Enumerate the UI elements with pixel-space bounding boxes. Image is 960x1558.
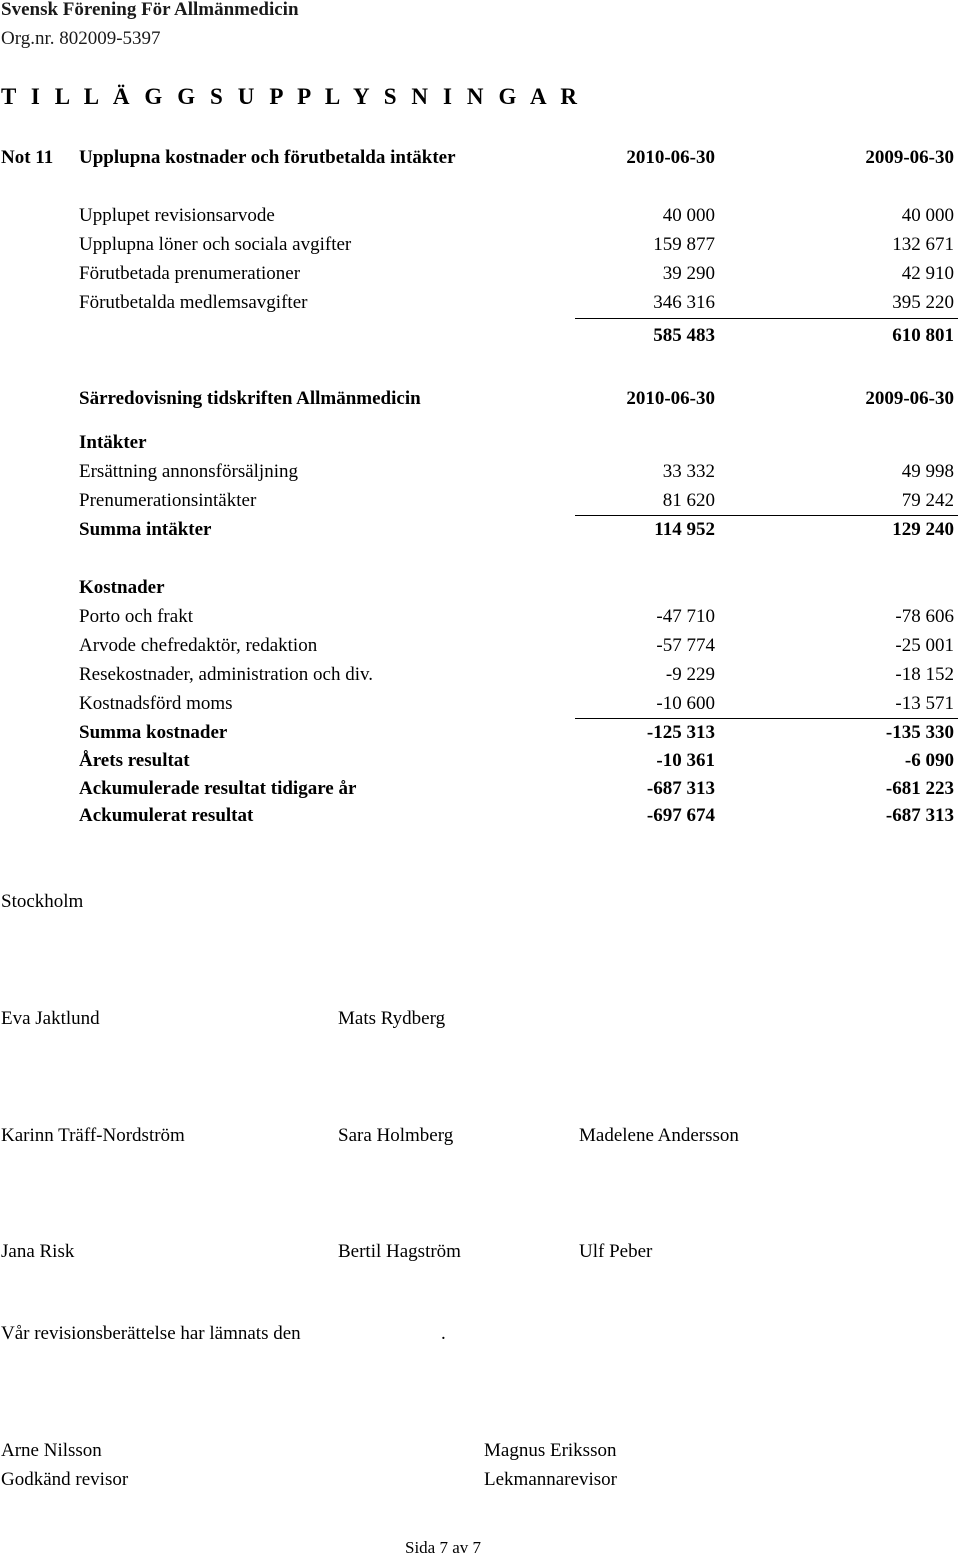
journal-col-2010-header: 2010-06-30 (626, 388, 715, 409)
value-2009: -681 223 (885, 778, 954, 799)
auditor-name: Magnus Eriksson (484, 1440, 617, 1461)
audit-statement: Vår revisionsberättelse har lämnats den (1, 1323, 301, 1344)
signatory-name: Karinn Träff-Nordström (1, 1125, 185, 1146)
row-label: Förutbetada prenumerationer (79, 263, 301, 284)
income-heading: Intäkter (79, 432, 147, 453)
row-label: Förutbetalda medlemsavgifter (79, 292, 308, 313)
value-2009: 132 671 (892, 234, 954, 255)
sum-rule (575, 318, 958, 319)
value-2010: 39 290 (662, 263, 715, 284)
value-2009: 40 000 (901, 205, 954, 226)
value-2010: -47 710 (656, 606, 715, 627)
value-2009: -78 606 (895, 606, 954, 627)
row-label: Ersättning annonsförsäljning (79, 461, 298, 482)
row-label: Prenumerationsintäkter (79, 490, 257, 511)
value-2009: -687 313 (885, 805, 954, 826)
value-2009: -135 330 (885, 722, 954, 743)
value-2009: 42 910 (901, 263, 954, 284)
sum-rule (575, 515, 958, 516)
signatory-name: Madelene Andersson (579, 1125, 739, 1146)
note-label: Not 11 (1, 147, 54, 168)
row-label: Summa intäkter (79, 519, 212, 540)
signatory-name: Ulf Peber (579, 1241, 653, 1262)
signing-place: Stockholm (1, 891, 84, 912)
value-2010: -697 674 (646, 805, 715, 826)
section-title: T I L L Ä G G S U P P L Y S N I N G A R (1, 84, 582, 109)
row-label: Ackumulerade resultat tidigare år (79, 778, 357, 799)
organization-number: Org.nr. 802009-5397 (1, 28, 161, 49)
note-total-2009: 610 801 (892, 325, 954, 346)
row-label: Arvode chefredaktör, redaktion (79, 635, 318, 656)
journal-title: Särredovisning tidskriften Allmänmedicin (79, 388, 421, 409)
value-2010: -9 229 (665, 664, 715, 685)
row-label: Porto och frakt (79, 606, 193, 627)
sum-rule (575, 718, 958, 719)
value-2010: 159 877 (653, 234, 715, 255)
value-2010: 346 316 (653, 292, 715, 313)
audit-date-period: . (441, 1323, 446, 1344)
auditor-title: Godkänd revisor (1, 1469, 129, 1490)
organization-name: Svensk Förening För Allmänmedicin (1, 0, 299, 20)
row-label: Upplupna löner och sociala avgifter (79, 234, 352, 255)
signatory-name: Mats Rydberg (338, 1008, 446, 1029)
signatory-name: Eva Jaktlund (1, 1008, 100, 1029)
note-col-2009-header: 2009-06-30 (865, 147, 954, 168)
note-col-2010-header: 2010-06-30 (626, 147, 715, 168)
value-2010: 81 620 (662, 490, 715, 511)
row-label: Resekostnader, administration och div. (79, 664, 374, 685)
value-2010: -10 361 (656, 750, 715, 771)
value-2010: -57 774 (656, 635, 715, 656)
row-label: Årets resultat (79, 750, 190, 771)
row-label: Upplupet revisionsarvode (79, 205, 275, 226)
note-title: Upplupna kostnader och förutbetalda intäkter (79, 147, 456, 168)
signatory-name: Bertil Hagström (338, 1241, 461, 1262)
value-2009: 129 240 (892, 519, 954, 540)
value-2010: 40 000 (662, 205, 715, 226)
signatory-name: Jana Risk (1, 1241, 75, 1262)
journal-col-2009-header: 2009-06-30 (865, 388, 954, 409)
value-2010: -10 600 (656, 693, 715, 714)
page-number: Sida 7 av 7 (405, 1538, 482, 1557)
value-2009: -6 090 (904, 750, 954, 771)
cost-heading: Kostnader (79, 577, 165, 598)
auditor-title: Lekmannarevisor (484, 1469, 617, 1490)
value-2009: -18 152 (895, 664, 954, 685)
value-2009: -25 001 (895, 635, 954, 656)
row-label: Kostnadsförd moms (79, 693, 233, 714)
value-2009: 49 998 (901, 461, 954, 482)
value-2010: -687 313 (646, 778, 715, 799)
value-2009: 79 242 (901, 490, 954, 511)
note-total-2010: 585 483 (653, 325, 715, 346)
row-label: Ackumulerat resultat (79, 805, 254, 826)
row-label: Summa kostnader (79, 722, 228, 743)
value-2009: 395 220 (892, 292, 954, 313)
value-2010: -125 313 (646, 722, 715, 743)
value-2010: 33 332 (662, 461, 715, 482)
auditor-name: Arne Nilsson (1, 1440, 102, 1461)
value-2009: -13 571 (895, 693, 954, 714)
signatory-name: Sara Holmberg (338, 1125, 454, 1146)
value-2010: 114 952 (654, 519, 715, 540)
